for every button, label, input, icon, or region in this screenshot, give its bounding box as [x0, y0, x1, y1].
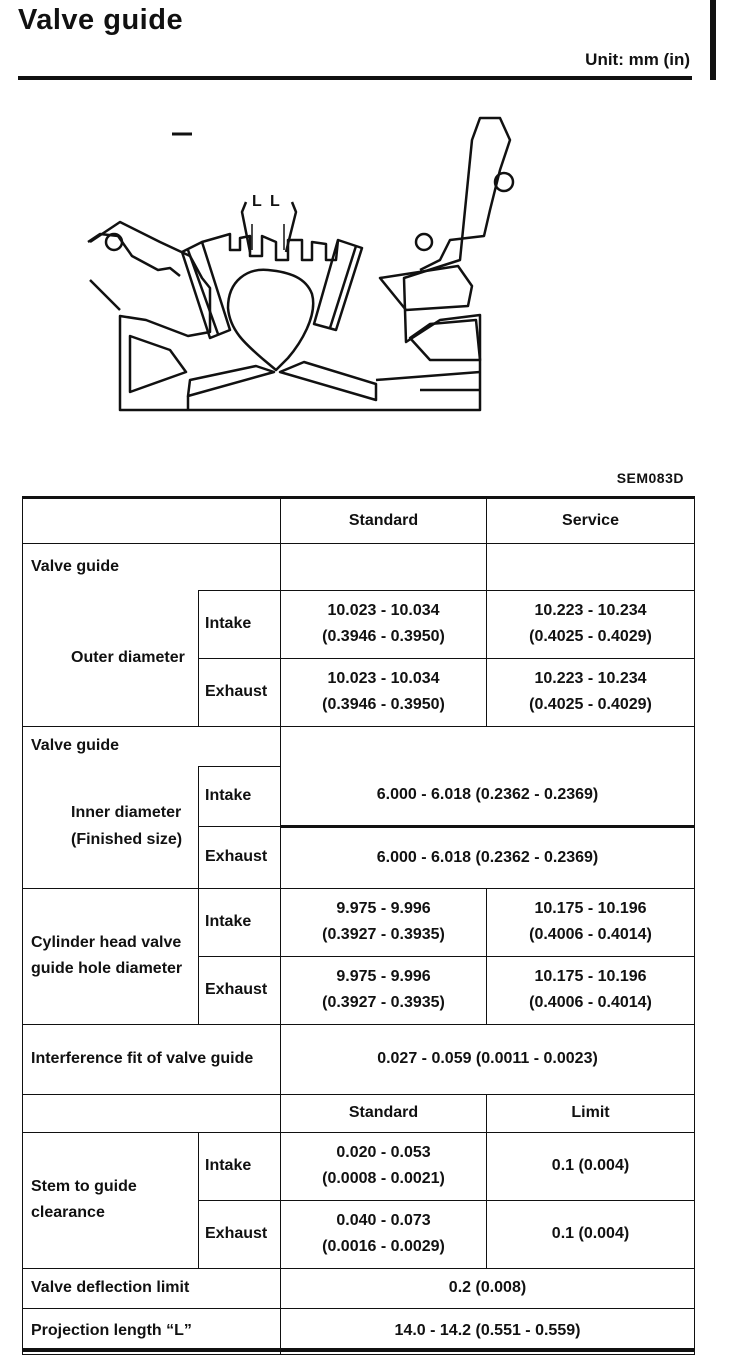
outer-diameter-label: Outer diameter [23, 590, 199, 726]
hole-intake-std-in: (0.3927 - 0.3935) [322, 926, 445, 943]
outer-blank-svc [487, 544, 695, 591]
outer-group-label: Valve guide [23, 544, 281, 590]
col-standard: Standard [281, 498, 487, 544]
hole-exhaust-svc [487, 956, 695, 1024]
projection-label: Projection length “L” [23, 1308, 281, 1354]
hole-intake-svc-in: (0.4006 - 0.4014) [529, 926, 652, 943]
clearance-exhaust-std-mm: 0.040 - 0.073 [336, 1212, 431, 1230]
bottom-rule [22, 1348, 694, 1352]
hole-intake-svc-mm: 10.175 - 10.196 [534, 900, 647, 918]
hole-exhaust-std-mm: 9.975 - 9.996 [336, 968, 431, 986]
unit-label: Unit: mm (in) [585, 50, 690, 69]
inner-exhaust-value: 6.000 - 6.018 (0.2362 - 0.2369) [281, 826, 695, 888]
interference-row [23, 1024, 695, 1094]
clearance-intake-std-in: (0.0008 - 0.0021) [322, 1170, 445, 1187]
clearance-label: Stem to guide clearance [23, 1132, 199, 1268]
deflection-label: Valve deflection limit [23, 1268, 281, 1308]
outer-blank-std [281, 544, 487, 591]
valve-guide-diagram [80, 110, 520, 420]
clearance-intake-std [281, 1132, 487, 1200]
hole-exhaust-std-in: (0.3927 - 0.3935) [322, 994, 445, 1011]
outer-exhaust-svc-in: (0.4025 - 0.4029) [529, 696, 652, 713]
inner-group-label: Valve guide [23, 726, 281, 766]
interference-value: 0.027 - 0.059 (0.0011 - 0.0023) [281, 1024, 695, 1094]
clearance-intake-label: Intake [199, 1132, 281, 1200]
valve-guide-spec-table [22, 496, 695, 1355]
outer-intake-row [23, 590, 695, 658]
col-limit: Limit [487, 1094, 695, 1132]
clearance-exhaust-std [281, 1200, 487, 1268]
outer-intake-std [281, 590, 487, 658]
clearance-intake-limit: 0.1 (0.004) [487, 1132, 695, 1200]
hole-intake-row [23, 888, 695, 956]
figure-label-l2: L [270, 193, 280, 210]
hole-exhaust-label: Exhaust [199, 956, 281, 1024]
clearance-exhaust-limit: 0.1 (0.004) [487, 1200, 695, 1268]
interference-label: Interference fit of valve guide [23, 1024, 281, 1094]
hole-intake-svc [487, 888, 695, 956]
hole-exhaust-svc-in: (0.4006 - 0.4014) [529, 994, 652, 1011]
col-service: Service [487, 498, 695, 544]
hole-intake-label: Intake [199, 888, 281, 956]
inner-diameter-label: Inner diameter (Finished size) [23, 766, 199, 888]
outer-intake-svc-in: (0.4025 - 0.4029) [529, 628, 652, 645]
outer-exhaust-std [281, 658, 487, 726]
page-edge-bar [710, 0, 716, 80]
outer-intake-label: Intake [199, 590, 281, 658]
deflection-value: 0.2 (0.008) [281, 1268, 695, 1308]
clearance-intake-row [23, 1132, 695, 1200]
clearance-exhaust-std-in: (0.0016 - 0.0029) [322, 1238, 445, 1255]
figure-id: SEM083D [616, 470, 684, 486]
inner-intake-label: Intake [199, 766, 281, 826]
outer-exhaust-label: Exhaust [199, 658, 281, 726]
inner-group-row [23, 726, 695, 766]
outer-exhaust-svc-mm: 10.223 - 10.234 [534, 670, 647, 688]
header-empty-cell [23, 498, 281, 544]
outer-exhaust-svc [487, 658, 695, 726]
outer-intake-std-in: (0.3946 - 0.3950) [322, 628, 445, 645]
page-title: Valve guide [18, 4, 184, 36]
hole-intake-std-mm: 9.975 - 9.996 [336, 900, 431, 918]
inner-exhaust-label: Exhaust [199, 826, 281, 888]
deflection-row [23, 1268, 695, 1308]
inner-intake-value: 6.000 - 6.018 (0.2362 - 0.2369) [281, 766, 695, 826]
outer-group-row [23, 544, 695, 590]
title-rule [18, 76, 692, 80]
outer-exhaust-std-mm: 10.023 - 10.034 [327, 670, 440, 688]
outer-intake-svc [487, 590, 695, 658]
col-standard-2: Standard [281, 1094, 487, 1132]
header-row-standard-service [23, 498, 695, 544]
outer-exhaust-std-in: (0.3946 - 0.3950) [322, 696, 445, 713]
inner-blank [281, 726, 695, 766]
inner-intake-row [23, 766, 695, 826]
clearance-exhaust-label: Exhaust [199, 1200, 281, 1268]
figure-label-l1: L [252, 193, 262, 210]
header2-empty-cell [23, 1094, 281, 1132]
hole-exhaust-svc-mm: 10.175 - 10.196 [534, 968, 647, 986]
outer-intake-svc-mm: 10.223 - 10.234 [534, 602, 647, 620]
header-row-standard-limit [23, 1094, 695, 1132]
outer-intake-std-mm: 10.023 - 10.034 [327, 602, 440, 620]
hole-diameter-label: Cylinder head valve guide hole diameter [23, 888, 199, 1024]
projection-value: 14.0 - 14.2 (0.551 - 0.559) [281, 1308, 695, 1354]
clearance-intake-std-mm: 0.020 - 0.053 [336, 1144, 431, 1162]
hole-exhaust-std [281, 956, 487, 1024]
hole-intake-std [281, 888, 487, 956]
